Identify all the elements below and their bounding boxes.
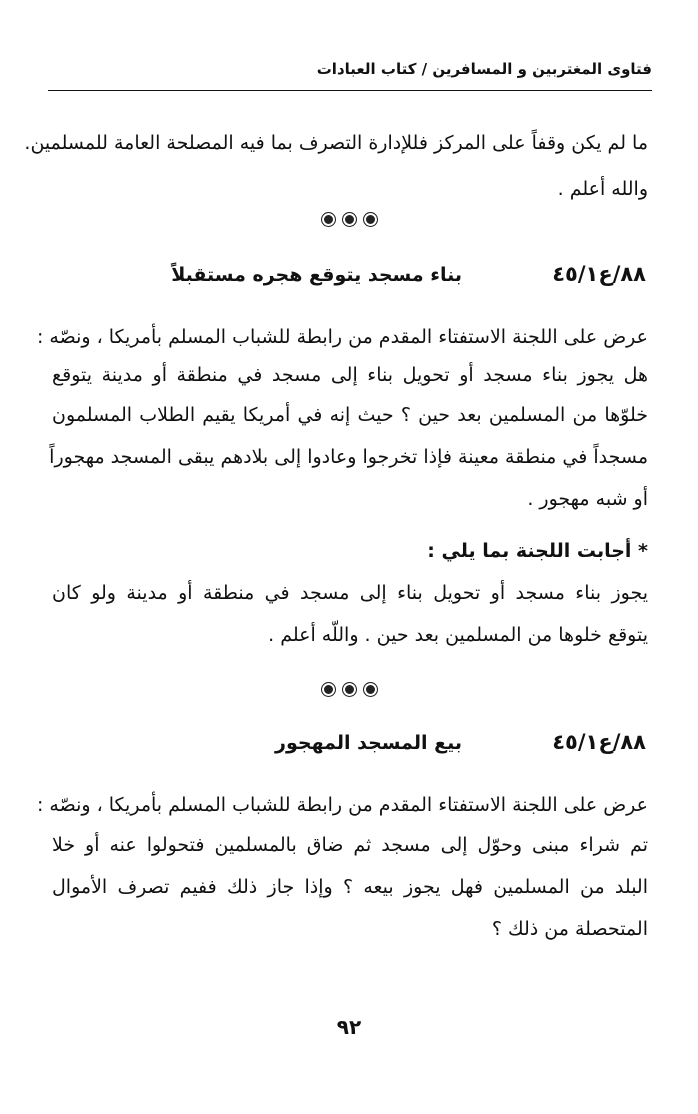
- fatwa-1-answer-line: يتوقع خلوها من المسلمين بعد حين . واللّه أعلم .: [268, 624, 648, 646]
- fatwa-1-question-line: خلوّها من المسلمين بعد حين ؟ حيث إنه في أمريكا يقيم الطلاب المسلمون: [52, 404, 648, 426]
- fatwa-1-answer-heading: * أجابت اللجنة بما يلي :: [427, 540, 648, 562]
- rosette-ornament-icon: [363, 212, 378, 227]
- section-separator-1: [0, 212, 698, 227]
- rosette-ornament-icon: [342, 682, 357, 697]
- fatwa-1-answer-line: يجوز بناء مسجد أو تحويل بناء إلى مسجد في منطقة أو مدينة ولو كان: [52, 582, 648, 604]
- fatwa-2-question-line: البلد من المسلمين فهل يجوز بيعه ؟ وإذا جاز ذلك ففيم تصرف الأموال: [52, 876, 648, 898]
- rosette-ornament-icon: [321, 682, 336, 697]
- fatwa-2-question-line: عرض على اللجنة الاستفتاء المقدم من رابطة للشباب المسلم بأمريكا ، ونصّه :: [36, 794, 648, 816]
- rosette-ornament-icon: [342, 212, 357, 227]
- intro-line-2: والله أعلم .: [557, 178, 648, 200]
- fatwa-1-question-line: أو شبه مهجور .: [527, 488, 648, 510]
- page-number: ٩٢: [336, 1015, 362, 1039]
- intro-line-1: ما لم يكن وقفاً على المركز فللإدارة التصرف بما فيه المصلحة العامة للمسلمين.: [24, 132, 648, 154]
- fatwa-2-question-line: تم شراء مبنى وحوّل إلى مسجد ثم ضاق بالمسلمين فتحولوا عنه أو خلا: [52, 834, 648, 856]
- fatwa-1-title: بناء مسجد يتوقع هجره مستقبلاً: [171, 264, 462, 286]
- fatwa-1-question-line: عرض على اللجنة الاستفتاء المقدم من رابطة للشباب المسلم بأمريكا ، ونصّه :: [36, 326, 648, 348]
- running-header: فتاوى المغتربين و المسافرين / كتاب العبادات: [316, 60, 652, 78]
- fatwa-2-question-line: المتحصلة من ذلك ؟: [491, 918, 648, 940]
- rosette-ornament-icon: [363, 682, 378, 697]
- rosette-ornament-icon: [321, 212, 336, 227]
- fatwa-1-number: ٨٨/ع٤٥/١: [552, 262, 646, 286]
- fatwa-1-question-line: مسجداً في منطقة معينة فإذا تخرجوا وعادوا إلى بلادهم يبقى المسجد مهجوراً: [49, 446, 648, 468]
- fatwa-2-title: بيع المسجد المهجور: [275, 732, 462, 754]
- section-separator-2: [0, 682, 698, 697]
- fatwa-1-question-line: هل يجوز بناء مسجد أو تحويل بناء إلى مسجد في منطقة أو مدينة يتوقع: [52, 364, 648, 386]
- header-rule: [48, 90, 652, 91]
- fatwa-2-number: ٨٨/ع٤٥/١: [552, 730, 646, 754]
